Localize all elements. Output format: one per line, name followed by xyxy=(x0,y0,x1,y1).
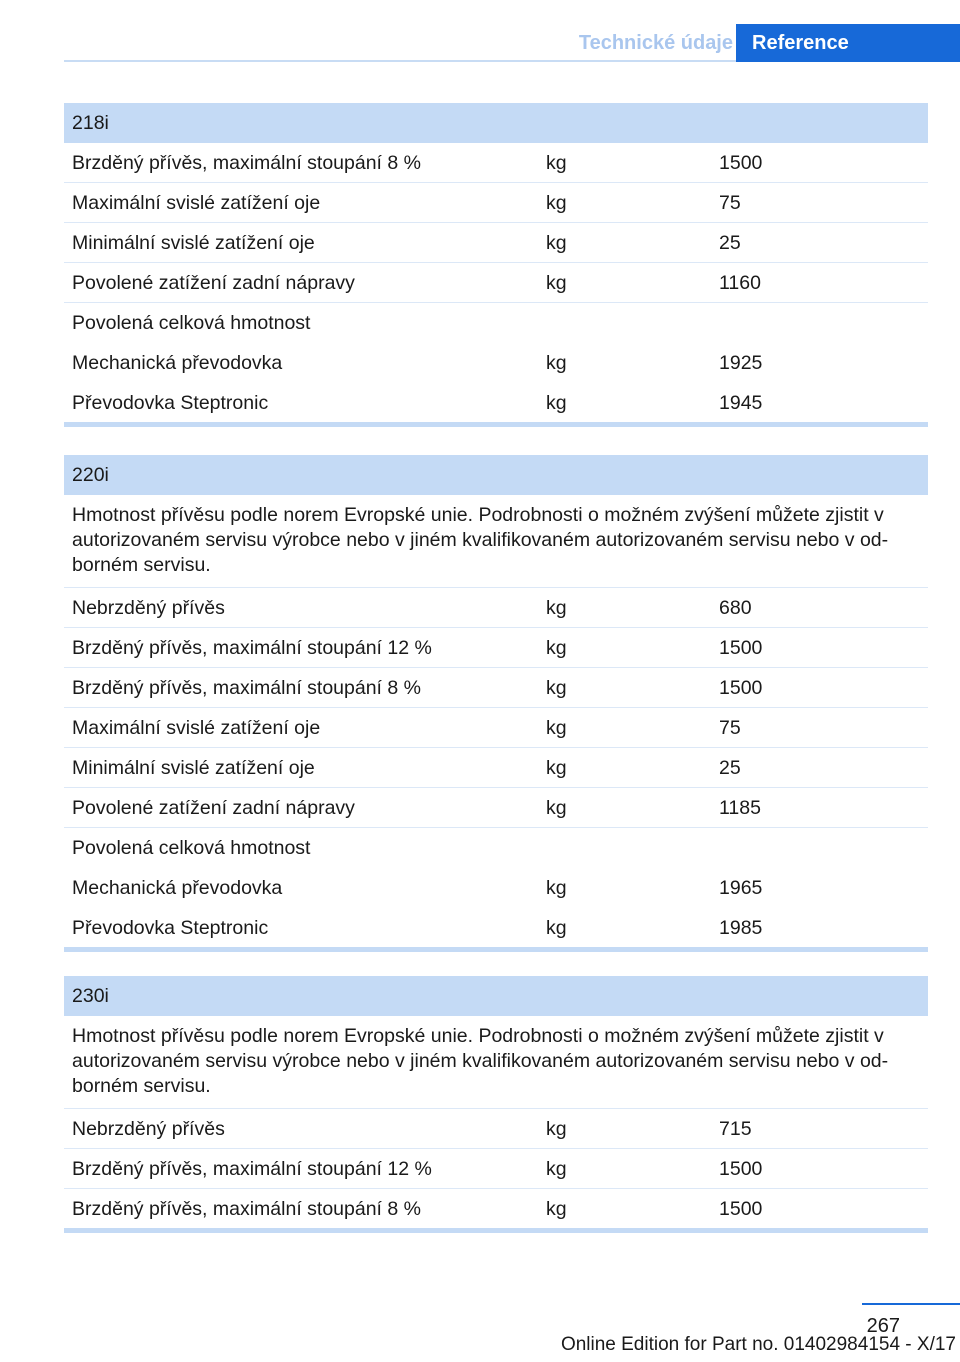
row-unit: kg xyxy=(546,637,567,659)
header-section-title: Technické údaje xyxy=(578,32,733,54)
row-value: 1945 xyxy=(719,392,763,414)
row-unit: kg xyxy=(546,232,567,254)
page-number: 267 xyxy=(866,1315,900,1337)
table-row xyxy=(64,708,928,748)
table-row xyxy=(64,1149,928,1189)
table-note: Hmotnost přívěsu podle norem Evropské unie. Podrobnosti o možném zvýšení můžete zjistit v autorizovaném servisu výrobce nebo v jiném kvalifikovaném autorizovaném servisu nebo v od‐borném servisu. xyxy=(64,1016,928,1109)
row-label: Brzděný přívěs, maximální stoupání 8 % xyxy=(72,677,421,699)
row-label: Maximální svislé zatížení oje xyxy=(72,192,321,214)
row-label: Nebrzděný přívěs xyxy=(72,1118,225,1140)
table-note: Hmotnost přívěsu podle norem Evropské unie. Podrobnosti o možném zvýšení můžete zjistit v autorizovaném servisu výrobce nebo v jiném kvalifikovaném autorizovaném servisu nebo v od‐borném servisu. xyxy=(64,495,928,588)
table-row xyxy=(64,1109,928,1149)
row-label: Povolená celková hmotnost xyxy=(72,312,311,334)
row-label: Povolená celková hmotnost xyxy=(72,837,311,859)
row-label: Brzděný přívěs, maximální stoupání 12 % xyxy=(72,1158,432,1180)
row-unit: kg xyxy=(546,677,567,699)
page-header xyxy=(0,24,960,64)
table-row xyxy=(64,828,928,868)
row-unit: kg xyxy=(546,917,567,939)
row-label: Brzděný přívěs, maximální stoupání 8 % xyxy=(72,152,421,174)
row-value: 1985 xyxy=(719,917,763,939)
table-row xyxy=(64,223,928,263)
row-value: 1500 xyxy=(719,152,763,174)
table-row xyxy=(64,748,928,788)
table-row xyxy=(64,303,928,343)
footer-edition-text: Online Edition for Part no. 01402984154 - X/17 xyxy=(560,1334,956,1355)
row-label: Povolené zatížení zadní nápravy xyxy=(72,272,355,294)
row-unit: kg xyxy=(546,757,567,779)
table-row xyxy=(64,628,928,668)
header-reference-tab: Reference xyxy=(736,24,960,62)
table-row xyxy=(64,183,928,223)
row-value: 1925 xyxy=(719,352,763,374)
row-value: 1185 xyxy=(719,797,761,819)
row-value: 25 xyxy=(719,757,741,779)
row-unit: kg xyxy=(546,717,567,739)
table-230i xyxy=(64,976,928,1233)
row-unit: kg xyxy=(546,352,567,374)
table-row xyxy=(64,868,928,908)
row-label: Brzděný přívěs, maximální stoupání 12 % xyxy=(72,637,432,659)
row-unit: kg xyxy=(546,1118,567,1140)
row-label: Maximální svislé zatížení oje xyxy=(72,717,321,739)
row-label: Minimální svislé zatížení oje xyxy=(72,232,315,254)
row-label: Povolené zatížení zadní nápravy xyxy=(72,797,355,819)
row-unit: kg xyxy=(546,152,567,174)
row-unit: kg xyxy=(546,797,567,819)
row-label: Nebrzděný přívěs xyxy=(72,597,225,619)
table-row xyxy=(64,588,928,628)
row-unit: kg xyxy=(546,192,567,214)
table-row xyxy=(64,143,928,183)
table-218i xyxy=(64,103,928,427)
row-value: 1160 xyxy=(719,272,761,294)
row-value: 1965 xyxy=(719,877,763,899)
row-value: 1500 xyxy=(719,1158,763,1180)
table-title: 220i xyxy=(64,455,928,495)
table-title: 230i xyxy=(64,976,928,1016)
row-label: Brzděný přívěs, maximální stoupání 8 % xyxy=(72,1198,421,1220)
row-unit: kg xyxy=(546,1158,567,1180)
table-row xyxy=(64,263,928,303)
row-label: Mechanická převodovka xyxy=(72,352,283,374)
table-row xyxy=(64,383,928,427)
row-label: Minimální svislé zatížení oje xyxy=(72,757,315,779)
row-label: Mechanická převodovka xyxy=(72,877,283,899)
table-row xyxy=(64,788,928,828)
row-value: 1500 xyxy=(719,1198,763,1220)
row-value: 25 xyxy=(719,232,741,254)
row-value: 75 xyxy=(719,717,741,739)
row-value: 1500 xyxy=(719,637,763,659)
row-value: 715 xyxy=(719,1118,752,1140)
row-label: Převodovka Steptronic xyxy=(72,917,269,939)
table-220i xyxy=(64,455,928,952)
row-unit: kg xyxy=(546,1198,567,1220)
row-label: Převodovka Steptronic xyxy=(72,392,269,414)
row-value: 1500 xyxy=(719,677,763,699)
table-row xyxy=(64,908,928,952)
row-unit: kg xyxy=(546,877,567,899)
row-unit: kg xyxy=(546,272,567,294)
table-row xyxy=(64,668,928,708)
table-row xyxy=(64,1189,928,1233)
page-number-rule xyxy=(862,1303,960,1305)
table-row xyxy=(64,343,928,383)
row-unit: kg xyxy=(546,392,567,414)
row-value: 680 xyxy=(719,597,752,619)
table-title: 218i xyxy=(64,103,928,143)
row-unit: kg xyxy=(546,597,567,619)
row-value: 75 xyxy=(719,192,741,214)
